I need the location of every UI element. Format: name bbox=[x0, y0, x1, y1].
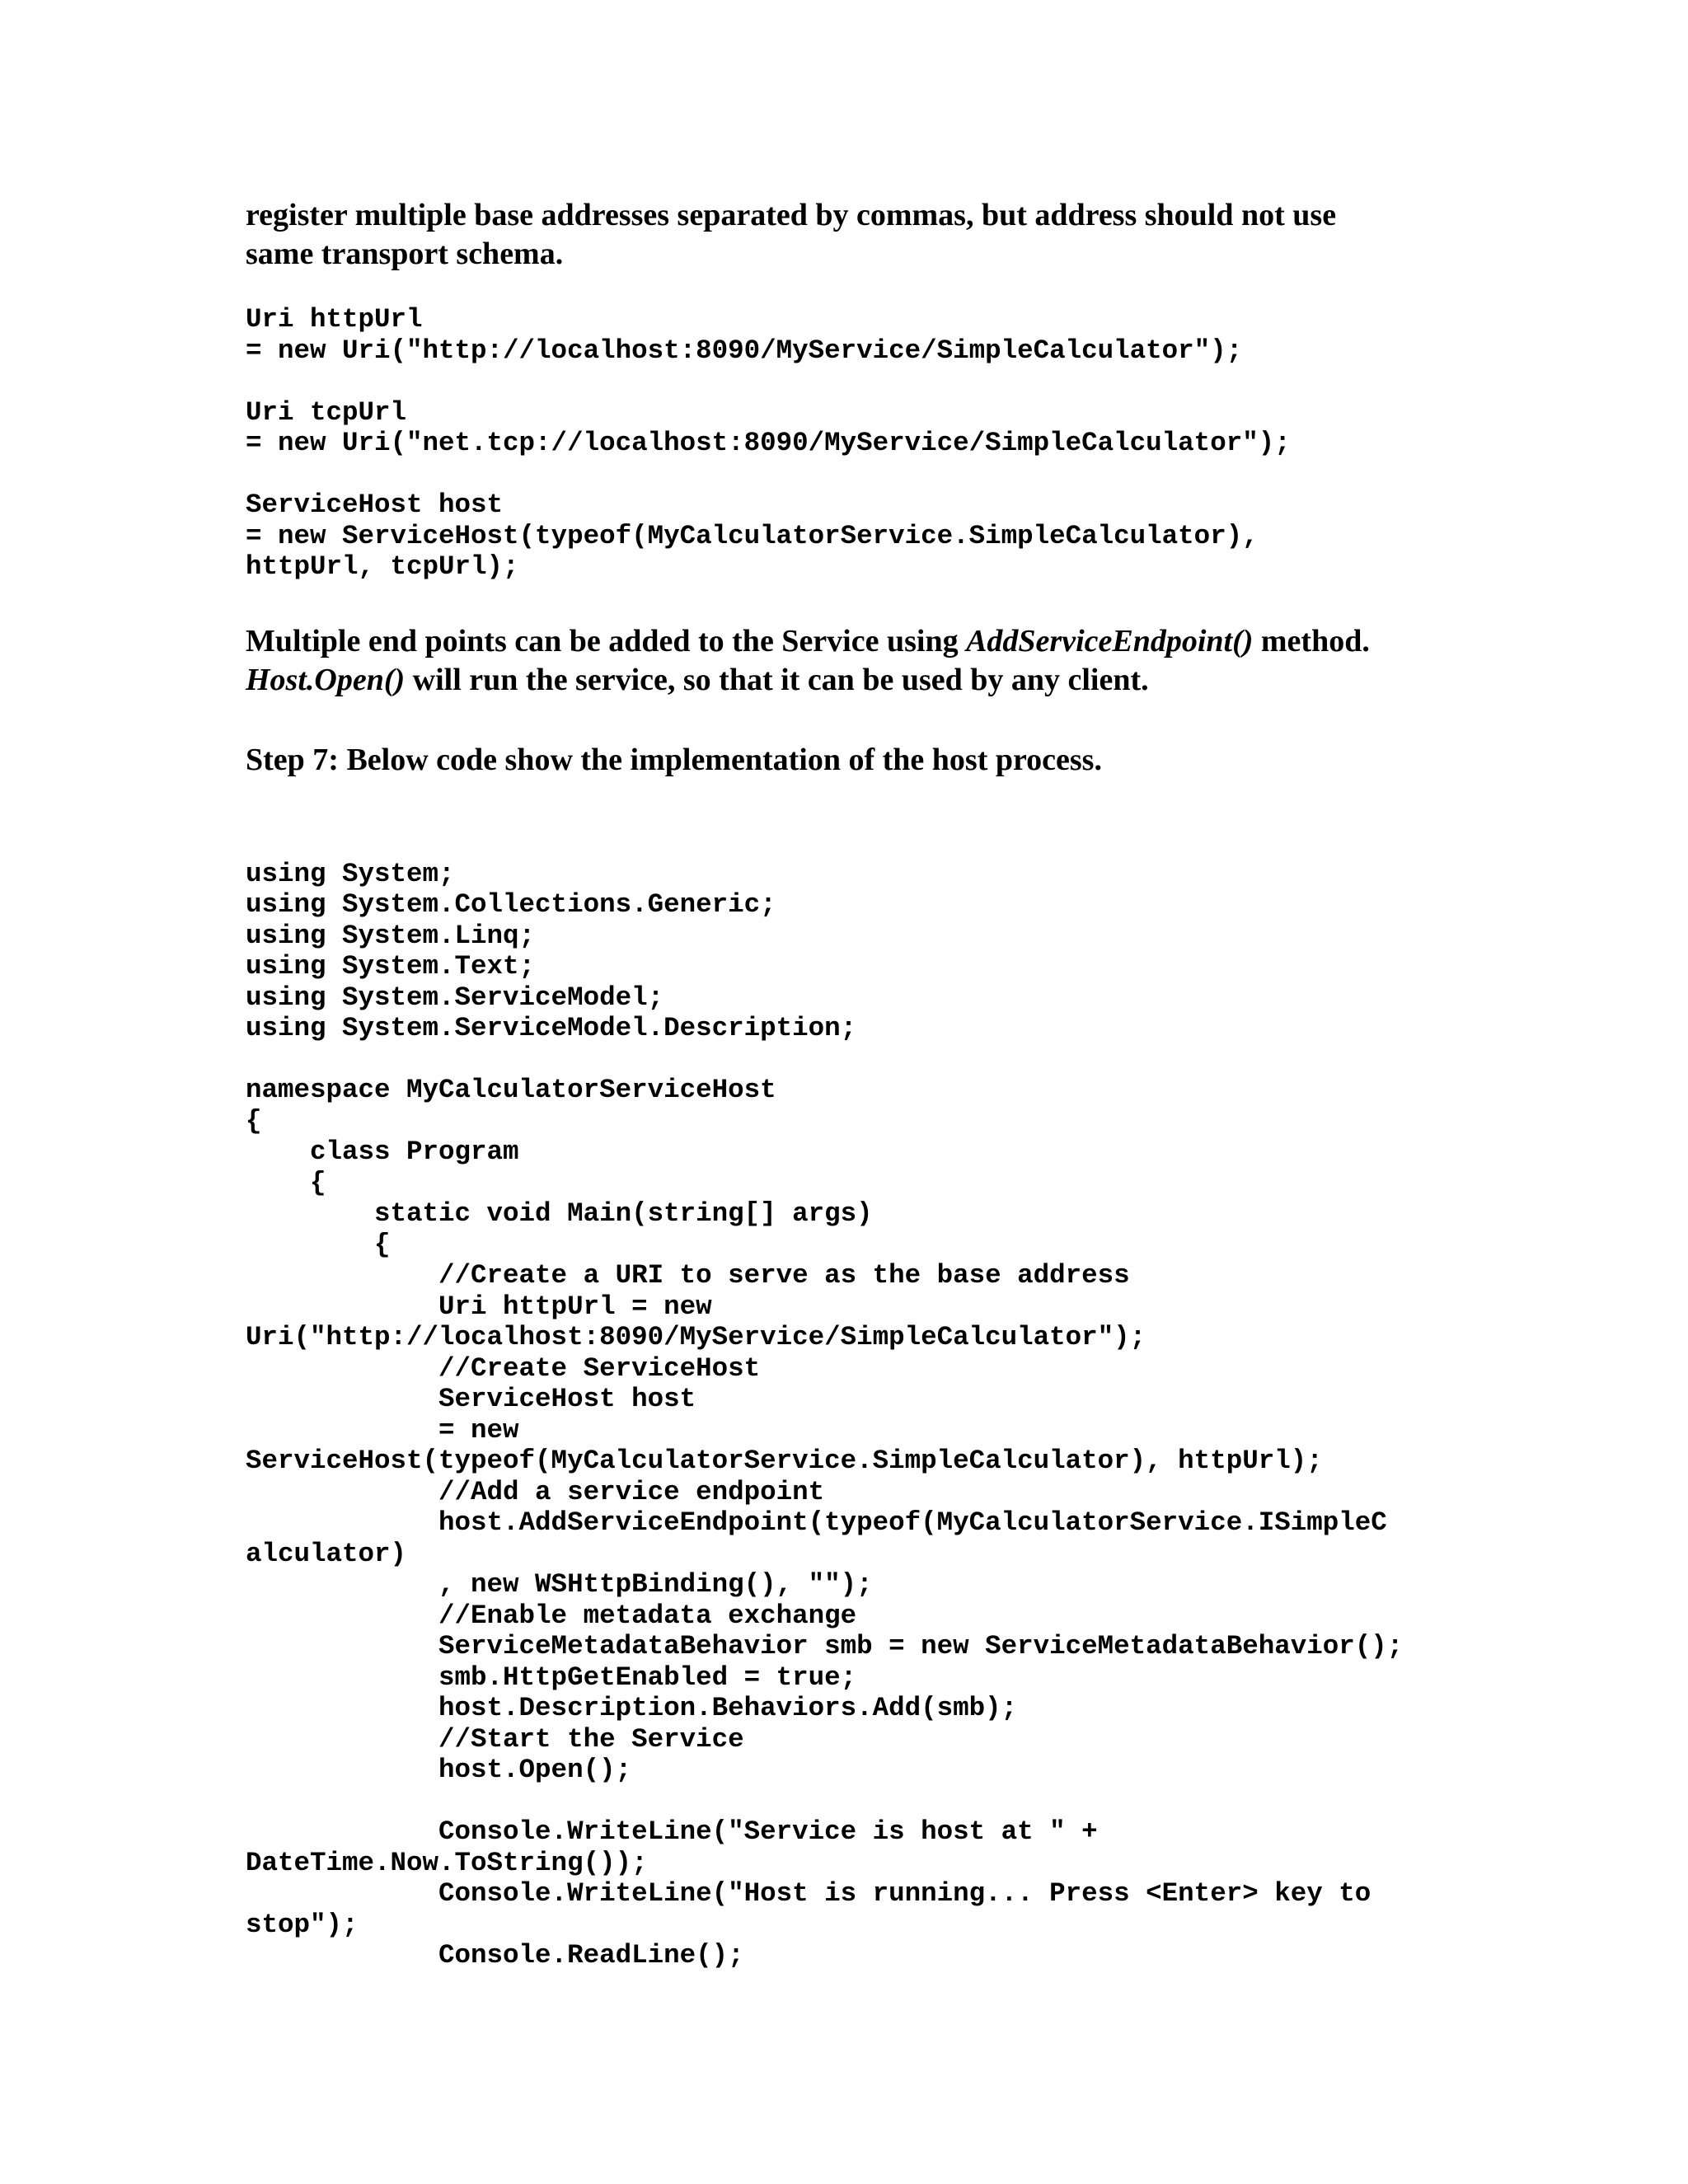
code-line: //Start the Service bbox=[246, 1723, 744, 1755]
endpoints-text-3: will run the service, so that it can be used by any client. bbox=[405, 662, 1149, 697]
step-7-heading: Step 7: Below code show the implementation of the host process. bbox=[246, 742, 1102, 777]
code-line: alculator) bbox=[246, 1538, 407, 1569]
code-line: = new bbox=[246, 1414, 519, 1446]
code-line: host.AddServiceEndpoint(typeof(MyCalculatorService.ISimpleC bbox=[246, 1507, 1387, 1538]
code-line: using System.Linq; bbox=[246, 920, 536, 951]
code-line: ServiceHost host bbox=[246, 490, 504, 520]
code-line: using System.ServiceModel; bbox=[246, 982, 664, 1013]
code-line: { bbox=[246, 1167, 326, 1198]
code-line: { bbox=[246, 1105, 262, 1137]
code-line: //Create a URI to serve as the base address bbox=[246, 1260, 1130, 1291]
code-snippet-base-addresses bbox=[246, 304, 1449, 583]
code-line: { bbox=[246, 1229, 391, 1260]
code-line: = new Uri("net.tcp://localhost:8090/MyService/SimpleCalculator"); bbox=[246, 428, 1291, 458]
code-line: ServiceHost(typeof(MyCalculatorService.SimpleCalculator), httpUrl); bbox=[246, 1446, 1323, 1476]
code-line: static void Main(string[] args) bbox=[246, 1198, 873, 1229]
code-line: ServiceMetadataBehavior smb = new ServiceMetadataBehavior(); bbox=[246, 1631, 1404, 1661]
code-line: using System.ServiceModel.Description; bbox=[246, 1013, 857, 1043]
intro-line-1: register multiple base addresses separated by commas, but address should not use bbox=[246, 198, 1337, 232]
code-line: Uri tcpUrl bbox=[246, 396, 407, 428]
code-line: stop"); bbox=[246, 1909, 359, 1940]
code-snippet-host-program bbox=[246, 859, 1449, 1971]
code-line: host.Open(); bbox=[246, 1755, 632, 1785]
method-name-host-open: Host.Open() bbox=[246, 662, 406, 697]
code-line: Uri httpUrl bbox=[246, 304, 423, 335]
code-line: //Create ServiceHost bbox=[246, 1352, 761, 1384]
intro-paragraph bbox=[246, 196, 1449, 274]
code-line: Uri("http://localhost:8090/MyService/SimpleCalculator"); bbox=[246, 1322, 1146, 1352]
code-line: smb.HttpGetEnabled = true; bbox=[246, 1661, 857, 1693]
code-line: ServiceHost host bbox=[246, 1384, 696, 1414]
code-line: host.Description.Behaviors.Add(smb); bbox=[246, 1693, 1018, 1723]
code-line: Console.WriteLine("Service is host at " + bbox=[246, 1816, 1098, 1847]
endpoints-paragraph bbox=[246, 622, 1449, 700]
code-line: //Enable metadata exchange bbox=[246, 1600, 857, 1631]
code-line: //Add a service endpoint bbox=[246, 1476, 825, 1507]
endpoints-text-1: Multiple end points can be added to the Service using bbox=[246, 623, 967, 658]
code-line: using System.Collections.Generic; bbox=[246, 889, 776, 920]
code-line: using System; bbox=[246, 858, 455, 889]
code-line: using System.Text; bbox=[246, 951, 536, 982]
code-line: Console.ReadLine(); bbox=[246, 1940, 744, 1971]
intro-line-2: same transport schema. bbox=[246, 237, 564, 271]
endpoints-text-2: method. bbox=[1253, 623, 1370, 658]
code-line: namespace MyCalculatorServiceHost bbox=[246, 1075, 776, 1105]
code-line: httpUrl, tcpUrl); bbox=[246, 551, 519, 582]
code-line: class Program bbox=[246, 1137, 519, 1167]
method-name-add-service-endpoint: AddServiceEndpoint() bbox=[966, 623, 1254, 658]
code-line: DateTime.Now.ToString()); bbox=[246, 1847, 648, 1878]
code-line: = new ServiceHost(typeof(MyCalculatorService.SimpleCalculator), bbox=[246, 520, 1259, 551]
code-line: Console.WriteLine("Host is running... Press <Enter> key to bbox=[246, 1878, 1372, 1909]
code-line: = new Uri("http://localhost:8090/MyService/SimpleCalculator"); bbox=[246, 335, 1243, 366]
page-content bbox=[246, 196, 1449, 1971]
code-line: Uri httpUrl = new bbox=[246, 1291, 712, 1322]
code-line: , new WSHttpBinding(), ""); bbox=[246, 1569, 873, 1600]
